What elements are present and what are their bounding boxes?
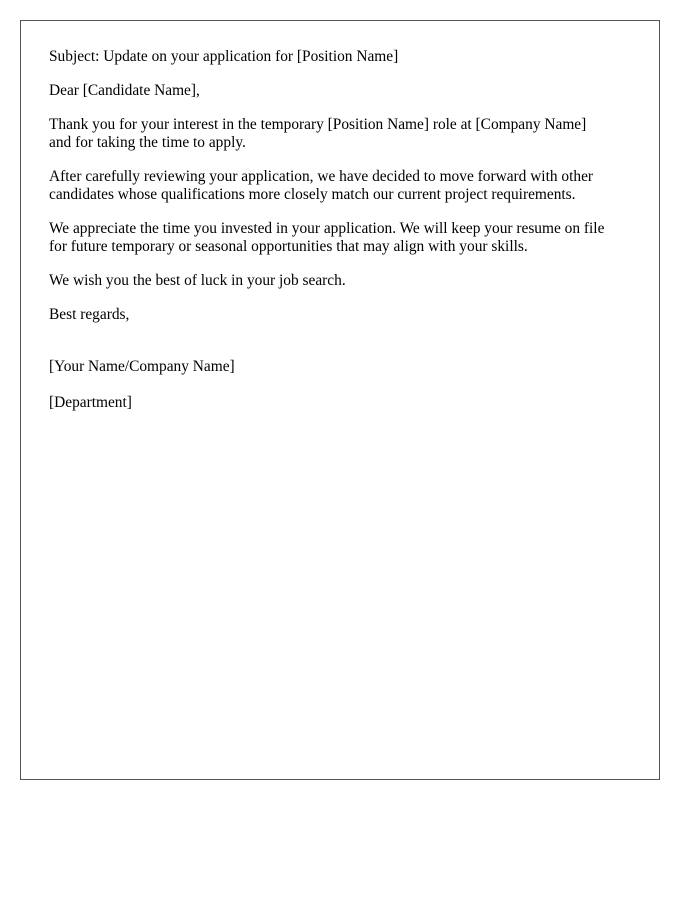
signature-department: [Department]: [49, 394, 132, 411]
letter-paragraph-interest: Thank you for your interest in the temporary [Position Name] role at [Company Name] and for taking the time to apply.: [49, 116, 587, 151]
letter-paragraph-appreciation: We appreciate the time you invested in your application. We will keep your resume on file for future temporary or seasonal opportunities that may align with your skills.: [49, 220, 605, 255]
letter-frame: [20, 20, 660, 780]
letter-closing: Best regards,: [49, 306, 130, 323]
letter-paragraph-decision: After carefully reviewing your application, we have decided to move forward with other candidates whose qualifications more closely match our current project requirements.: [49, 168, 594, 203]
letter-paragraph-wishes: We wish you the best of luck in your job search.: [49, 272, 346, 289]
letter-signature: [49, 340, 639, 430]
letter-salutation: Dear [Candidate Name],: [49, 82, 200, 99]
letter-body: [49, 48, 639, 430]
letter-subject: Subject: Update on your application for [Position Name]: [49, 48, 399, 65]
signature-name: [Your Name/Company Name]: [49, 358, 235, 375]
